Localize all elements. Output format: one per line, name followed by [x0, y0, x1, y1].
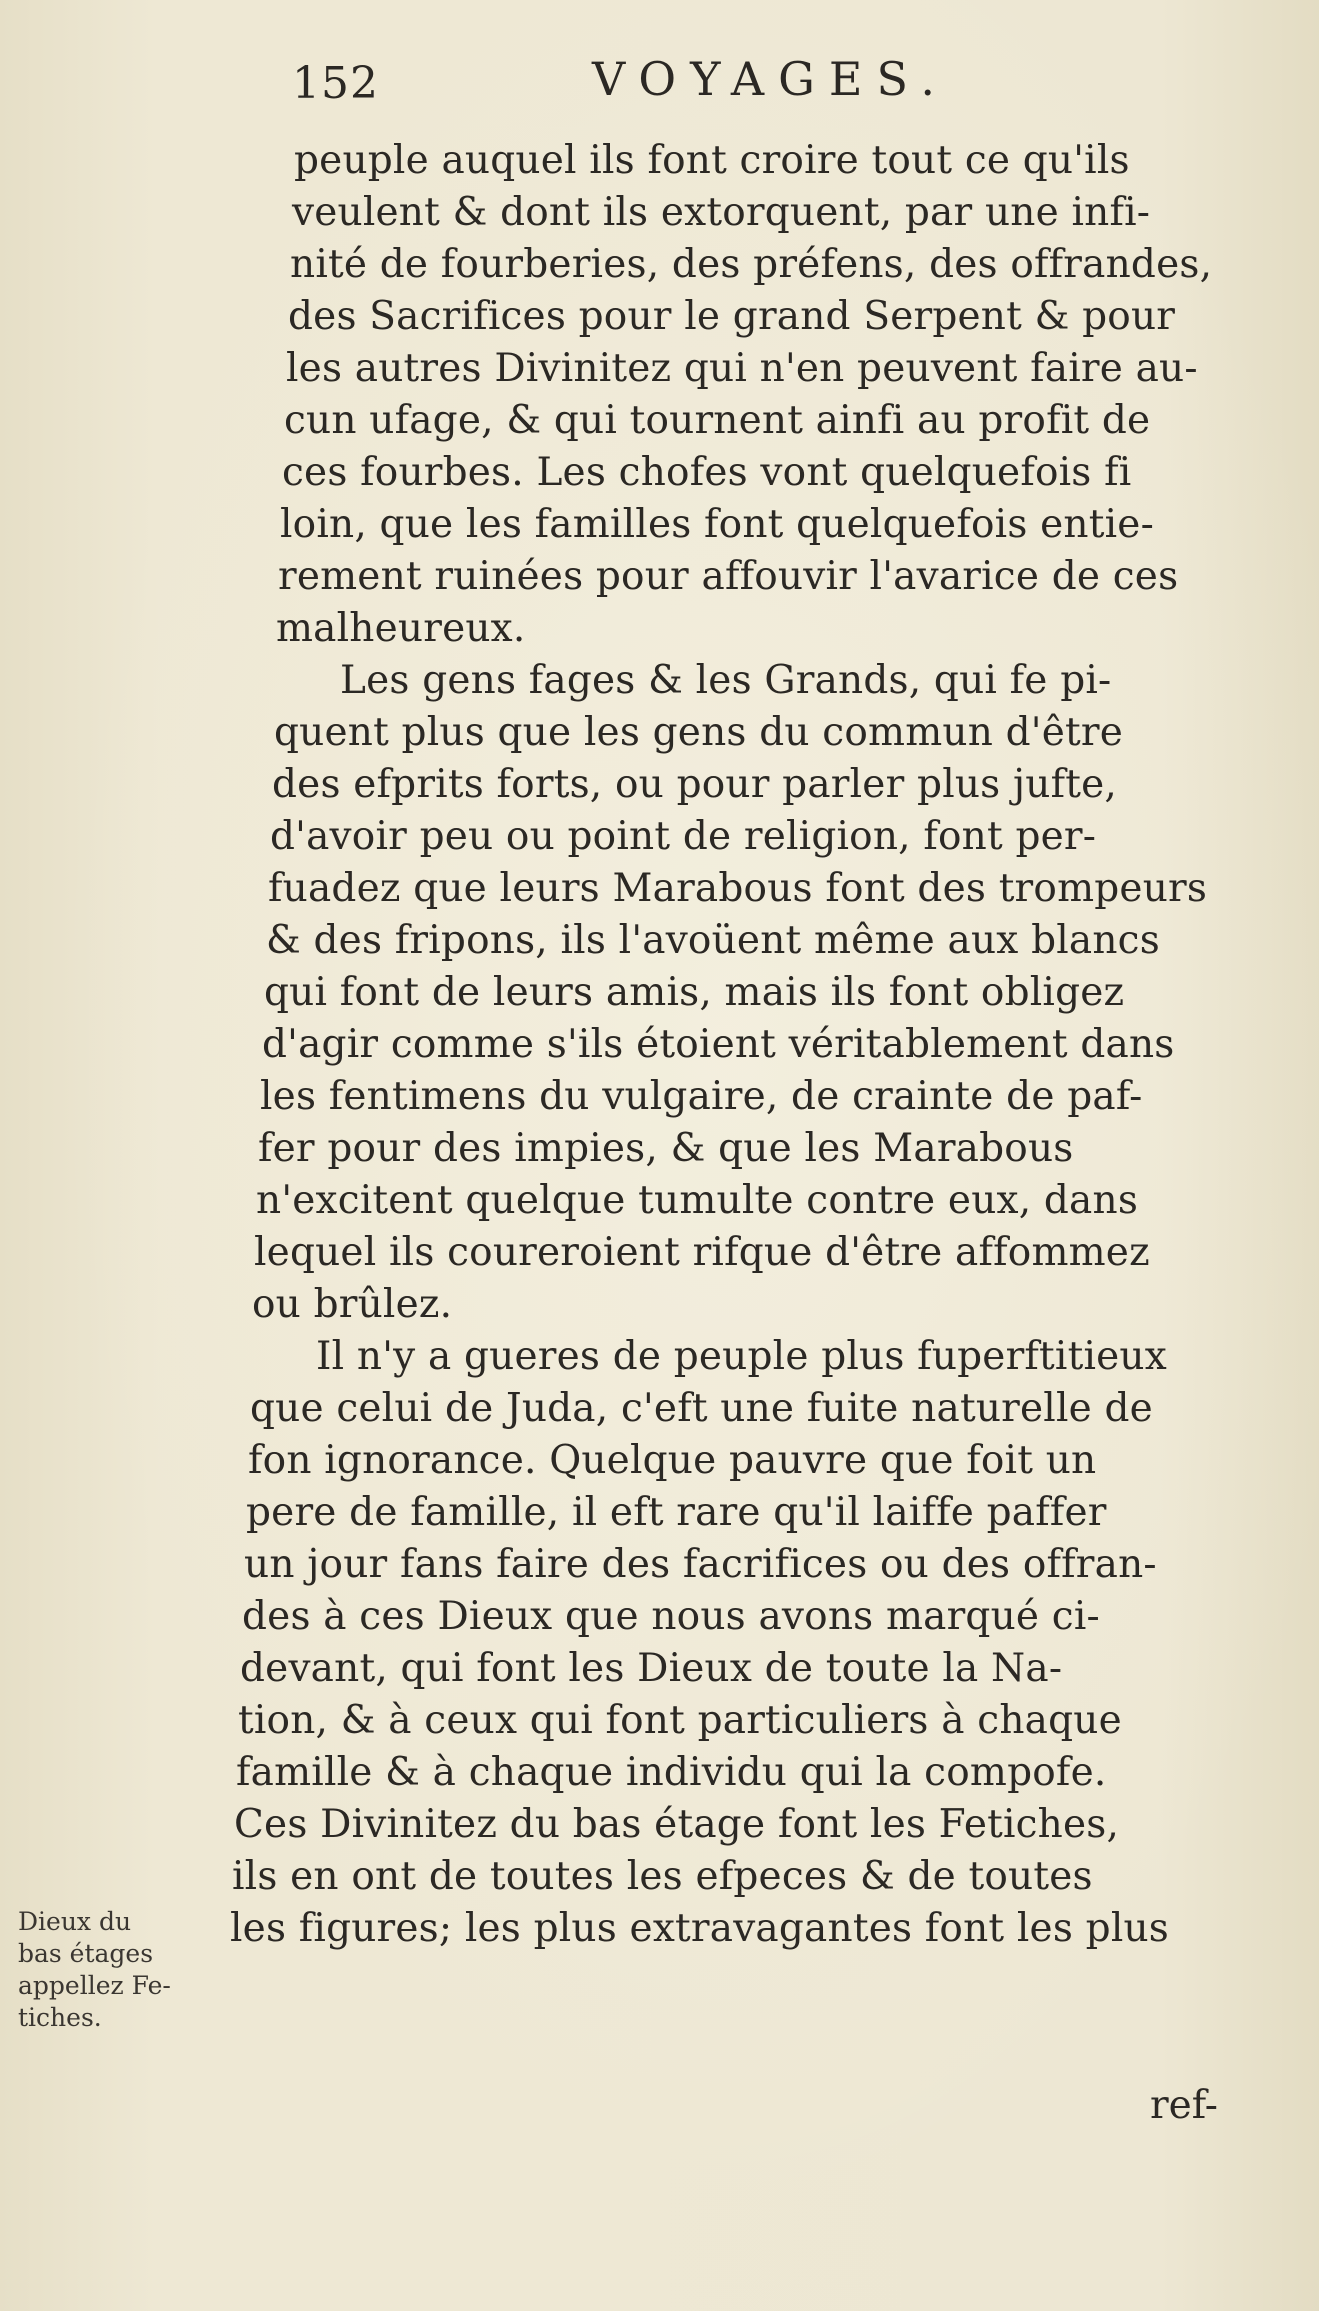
text-line: n'excitent quelque tumulte contre eux, dans: [256, 1178, 1139, 1223]
running-title: VOYAGES.: [592, 52, 949, 106]
text-line: loin, que les familles font quelquefois entie-: [280, 502, 1154, 547]
text-line: Les gens fages & les Grands, qui fe pi-: [340, 658, 1112, 703]
text-line: ou brûlez.: [252, 1282, 453, 1327]
text-line: famille & à chaque individu qui la compofe.: [236, 1750, 1107, 1795]
text-line: tion, & à ceux qui font particuliers à chaque: [238, 1698, 1122, 1743]
text-line: les autres Divinitez qui n'en peuvent faire au-: [286, 346, 1198, 391]
marginal-note-line: appellez Fe-: [18, 1971, 171, 2000]
text-line: nité de fourberies, des préfens, des offrandes,: [290, 242, 1213, 287]
text-line: peuple auquel ils font croire tout ce qu'ils: [294, 138, 1130, 183]
text-line: les fentimens du vulgaire, de crainte de paf-: [260, 1074, 1143, 1119]
text-line: fer pour des impies, & que les Marabous: [258, 1126, 1074, 1171]
marginal-note-line: bas étages: [18, 1939, 154, 1968]
catchword: ref-: [1150, 2083, 1218, 2128]
text-line: veulent & dont ils extorquent, par une infi-: [292, 190, 1151, 235]
text-line: d'avoir peu ou point de religion, font per-: [270, 814, 1097, 859]
text-line: que celui de Juda, c'eft une fuite naturelle de: [250, 1386, 1153, 1431]
marginal-note-line: Dieux du: [18, 1907, 132, 1936]
text-line: des à ces Dieux que nous avons marqué ci-: [242, 1594, 1100, 1639]
text-line: fuadez que leurs Marabous font des trompeurs: [268, 866, 1208, 911]
text-line: Il n'y a gueres de peuple plus fuperftitieux: [316, 1334, 1167, 1379]
text-line: pere de famille, il eft rare qu'il laiffe paffer: [246, 1490, 1107, 1535]
text-line: ils en ont de toutes les efpeces & de toutes: [232, 1854, 1093, 1899]
text-line: rement ruinées pour affouvir l'avarice de ces: [278, 554, 1179, 599]
text-line: quent plus que les gens du commun d'être: [274, 710, 1123, 755]
text-line: un jour fans faire des facrifices ou des offran-: [244, 1542, 1157, 1587]
text-line: & des fripons, ils l'avoüent même aux blancs: [266, 918, 1160, 963]
marginal-note-line: tiches.: [18, 2003, 102, 2032]
text-line: devant, qui font les Dieux de toute la Na-: [240, 1646, 1063, 1691]
page-number: 152: [292, 58, 379, 109]
text-line: malheureux.: [276, 606, 526, 651]
text-line: d'agir comme s'ils étoient véritablement dans: [262, 1022, 1175, 1067]
text-line: des efprits forts, ou pour parler plus jufte,: [272, 762, 1117, 807]
text-line: cun ufage, & qui tournent ainfi au profit de: [284, 398, 1151, 443]
text-line: des Sacrifices pour le grand Serpent & pour: [288, 294, 1176, 339]
marginal-note: [18, 1906, 238, 2034]
text-line: ces fourbes. Les chofes vont quelquefois fi: [282, 450, 1132, 495]
text-line: Ces Divinitez du bas étage font les Fetiches,: [234, 1802, 1120, 1847]
text-line: fon ignorance. Quelque pauvre que foit un: [248, 1438, 1097, 1483]
text-line: qui font de leurs amis, mais ils font obligez: [264, 970, 1125, 1015]
page-header: [292, 52, 1052, 112]
text-line: les figures; les plus extravagantes font les plus: [230, 1906, 1170, 1951]
text-line: lequel ils coureroient rifque d'être affommez: [254, 1230, 1150, 1275]
